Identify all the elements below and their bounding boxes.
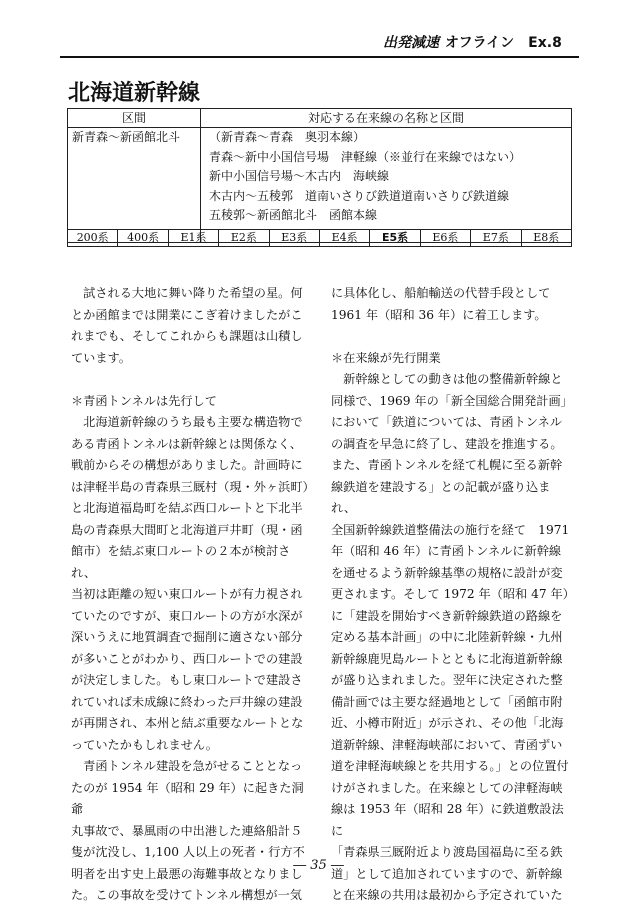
text-line: が盛り込まれました。翌年に決定された整: [331, 673, 563, 687]
header-rule: [60, 56, 579, 58]
text-line: 同様で、1969 年の「新全国総合開発計画」: [331, 393, 573, 408]
paragraph-gap: [331, 326, 571, 348]
text-line: 新幹線としての動きは他の整備新幹線と: [331, 372, 563, 386]
line-item: 新中小国信号場〜木古内 海峡線: [209, 169, 390, 183]
text-line: 北海道新幹線のうち最も主要な構造物で: [71, 415, 303, 429]
text-line: 明者を出す史上最悪の海難事故となりまし: [71, 866, 303, 881]
header-label: オフライン Ex.8: [445, 35, 562, 51]
table-header-section: 区間: [68, 109, 201, 128]
text-line: とか函館までは開業にこぎ着けましたがこ: [71, 307, 303, 322]
text-line: が多いことがわかり、西口ルートでの建設: [71, 651, 303, 666]
text-line: に「建設を開始すべき新幹線鉄道の路線を: [331, 608, 563, 623]
text-line: と北海道福島町を結ぶ西口ルートと下北半: [71, 501, 303, 515]
section-heading: ＊青函トンネルは先行して: [71, 393, 217, 408]
conventional-lines: [201, 128, 572, 243]
text-line: において「鉄道については、青函トンネル: [331, 415, 562, 429]
text-line: 線は 1953 年（昭和 28 年）に鉄道敷設法に: [331, 802, 564, 838]
text-line: が決定しました。もし東口ルートで建設さ: [71, 673, 303, 687]
text-line: 深いうえに地質調査で掘削に適さない部分: [71, 630, 303, 644]
text-line: と在来線の共用は最初から予定されていた: [331, 888, 563, 902]
text-line: た。この事故を受けてトンネル構想が一気: [71, 888, 302, 902]
text-line: 備計画では主要な経過地として「函館市附: [331, 694, 563, 709]
text-line: は津軽半島の青森県三厩村（現・外ヶ浜町）: [71, 479, 315, 494]
text-line: また、青函トンネルを経て札幌に至る新幹: [331, 458, 563, 472]
text-line: 青函トンネル建設を急がせることとなっ: [71, 759, 303, 773]
text-line: 戦前からその構想がありました。計画時に: [71, 458, 303, 472]
header-brand: 出発減速: [383, 35, 439, 51]
text-line: を通せるよう新幹線基準の規格に設計が変: [331, 565, 563, 580]
text-line: 丸事故で、暴風雨の中出港した連絡船計５: [71, 823, 303, 838]
text-line: っていたかもしれません。: [71, 737, 218, 752]
text-line: 年（昭和 46 年）に青函トンネルに新幹線: [331, 544, 562, 558]
page-number: ― 35 ―: [293, 858, 344, 873]
left-text-column: [71, 283, 315, 907]
chapter-header: [383, 32, 562, 52]
text-line: 定める基本計画」の中に北陸新幹線・九州: [331, 630, 563, 644]
text-line: 当初は距離の短い東口ルートが有力視され: [71, 587, 303, 601]
text-line: 島の青森県大間町と北海道戸井町（現・函: [71, 522, 303, 537]
text-line: 道新幹線、津軽海峡部において、青函ずい: [331, 737, 563, 752]
series-cell: E1系: [168, 230, 218, 247]
series-cell: E3系: [269, 230, 319, 247]
text-line: 新幹線鹿児島ルートとともに北海道新幹線: [331, 651, 563, 666]
series-row: [68, 230, 572, 247]
series-table: [67, 229, 572, 247]
series-cell: E2系: [219, 230, 269, 247]
text-line: 近、小樽市附近」が示され、その他「北海: [331, 716, 564, 730]
section-table: [67, 108, 572, 243]
text-line: 全国新幹線鉄道整備法の施行を経て 1971: [331, 522, 570, 537]
text-line: れまでも、そしてこれからも課題は山積し: [71, 329, 303, 343]
series-cell: 400系: [118, 230, 168, 247]
text-line: が再開され、本州と結ぶ重要なルートとな: [71, 716, 304, 730]
series-cell-highlighted: E5系: [370, 230, 420, 247]
text-line: の調査を早急に終了し、建設を推進する。: [331, 436, 563, 451]
text-line: 1961 年（昭和 36 年）に着工します。: [331, 307, 547, 322]
text-line: 隻が沈没し、1,100 人以上の死者・行方不: [71, 845, 305, 859]
series-cell: E8系: [521, 230, 571, 247]
series-cell: 200系: [68, 230, 118, 247]
page-title: 北海道新幹線: [68, 81, 201, 106]
text-line: 試される大地に舞い降りた希望の星。何: [71, 286, 303, 300]
text-line: ていたのですが、東口ルートの方が水深が: [71, 608, 303, 623]
text-line: 「青森県三厩附近より渡島国福島に至る鉄: [331, 845, 563, 859]
text-line: 道」として追加されていますので、新幹線: [331, 866, 563, 881]
text-line: ています。: [71, 350, 131, 365]
text-line: に具体化し、船舶輸送の代替手段として: [331, 286, 551, 300]
table-header-lines: 対応する在来線の名称と区間: [201, 109, 572, 128]
line-item: 五稜郭〜新函館北斗 函館本線: [209, 208, 378, 222]
line-item: （新青森〜青森 奥羽本線）: [209, 130, 366, 144]
section-heading: ＊在来線が先行開業: [331, 350, 441, 365]
series-cell: E6系: [420, 230, 470, 247]
paragraph-gap: [71, 369, 311, 391]
text-line: 更されます。そして 1972 年（昭和 47 年）: [331, 587, 575, 601]
text-line: 館市）を結ぶ東口ルートの２本が検討され、: [71, 544, 291, 580]
text-line: 線鉄道を建設する」との記載が盛り込まれ、: [331, 479, 551, 515]
line-item: 青森〜新中小国信号場 津軽線（※並行在来線ではない）: [209, 149, 522, 164]
line-item: 木古内〜五稜郭 道南いさりび鉄道道南いさりび鉄道線: [209, 188, 510, 203]
series-cell: E7系: [471, 230, 521, 247]
series-cell: E4系: [319, 230, 369, 247]
right-text-column: [331, 283, 575, 907]
text-line: 道を津軽海峡線とを共用する。」との位置付: [331, 759, 569, 773]
text-line: たのが 1954 年（昭和 29 年）に起きた洞爺: [71, 780, 304, 816]
text-line: ある青函トンネルは新幹線とは関係なく、: [71, 436, 302, 451]
section-name: 新青森〜新函館北斗: [68, 128, 201, 243]
text-line: けがされました。在来線としての津軽海峡: [331, 780, 563, 795]
text-line: れていれば未成線に終わった戸井線の建設: [71, 694, 303, 709]
